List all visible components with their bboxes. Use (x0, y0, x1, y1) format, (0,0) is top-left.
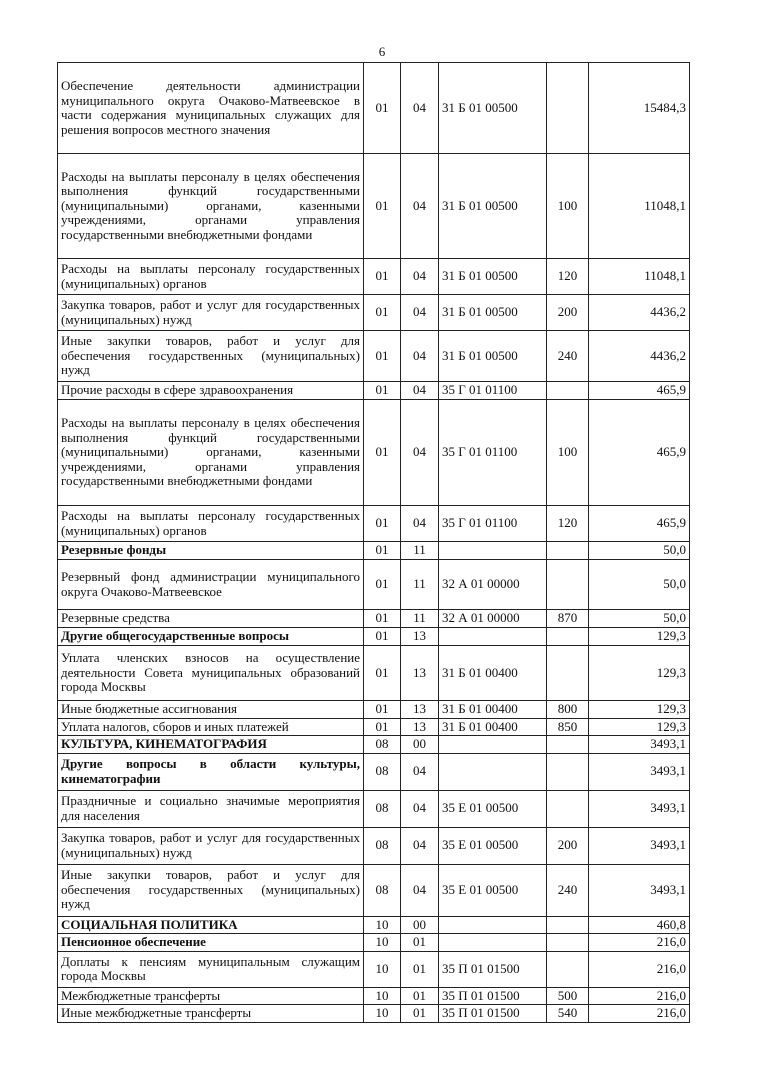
amount-cell: 465,9 (589, 506, 690, 542)
row-name-cell: Доплаты к пенсиям муниципальным служащим города Москвы (58, 951, 364, 987)
target-article-cell (439, 916, 547, 934)
budget-table-body (58, 63, 690, 1023)
section-code-cell: 08 (364, 864, 401, 916)
target-article-cell: 35 Е 01 00500 (439, 864, 547, 916)
row-name-cell: Закупка товаров, работ и услуг для государственных (муниципальных) нужд (58, 295, 364, 331)
subsection-code-cell: 13 (401, 718, 439, 736)
table-row (58, 736, 690, 754)
row-name-cell: Резервные средства (58, 610, 364, 628)
section-code-cell: 01 (364, 295, 401, 331)
target-article-cell (439, 934, 547, 952)
table-row (58, 934, 690, 952)
section-code-cell: 01 (364, 259, 401, 295)
expense-type-cell: 240 (547, 864, 589, 916)
target-article-cell: 35 Г 01 01100 (439, 382, 547, 400)
row-name-cell: Уплата налогов, сборов и иных платежей (58, 718, 364, 736)
subsection-code-cell: 04 (401, 790, 439, 827)
amount-cell: 216,0 (589, 951, 690, 987)
expense-type-cell: 200 (547, 295, 589, 331)
section-code-cell: 01 (364, 610, 401, 628)
expense-type-cell (547, 646, 589, 701)
expense-type-cell (547, 542, 589, 560)
table-row (58, 259, 690, 295)
row-name-cell: Другие вопросы в области культуры, кинематографии (58, 753, 364, 790)
target-article-cell: 32 А 01 00000 (439, 560, 547, 610)
section-code-cell: 08 (364, 753, 401, 790)
expense-type-cell: 800 (547, 701, 589, 719)
target-article-cell: 31 Б 01 00400 (439, 718, 547, 736)
table-row (58, 646, 690, 701)
subsection-code-cell: 04 (401, 506, 439, 542)
amount-cell: 216,0 (589, 987, 690, 1005)
expense-type-cell (547, 736, 589, 754)
expense-type-cell (547, 628, 589, 646)
subsection-code-cell: 11 (401, 610, 439, 628)
amount-cell: 11048,1 (589, 259, 690, 295)
amount-cell: 465,9 (589, 382, 690, 400)
row-name-cell: СОЦИАЛЬНАЯ ПОЛИТИКА (58, 916, 364, 934)
target-article-cell: 31 Б 01 00400 (439, 701, 547, 719)
expense-type-cell: 870 (547, 610, 589, 628)
expense-type-cell (547, 790, 589, 827)
expense-type-cell (547, 951, 589, 987)
amount-cell: 3493,1 (589, 827, 690, 864)
subsection-code-cell: 01 (401, 1005, 439, 1023)
expense-type-cell: 100 (547, 154, 589, 259)
expense-type-cell (547, 63, 589, 154)
expense-type-cell (547, 753, 589, 790)
amount-cell: 3493,1 (589, 790, 690, 827)
subsection-code-cell: 11 (401, 560, 439, 610)
row-name-cell: Иные межбюджетные трансферты (58, 1005, 364, 1023)
target-article-cell: 31 Б 01 00500 (439, 154, 547, 259)
section-code-cell: 08 (364, 790, 401, 827)
target-article-cell: 35 Е 01 00500 (439, 827, 547, 864)
amount-cell: 216,0 (589, 1005, 690, 1023)
table-row (58, 951, 690, 987)
subsection-code-cell: 04 (401, 382, 439, 400)
amount-cell: 3493,1 (589, 864, 690, 916)
expense-type-cell: 850 (547, 718, 589, 736)
row-name-cell: Обеспечение деятельности администрации муниципального округа Очаково-Матвеевское в части содержания муниципальных служащих для решения вопросов местного значения (58, 63, 364, 154)
amount-cell: 50,0 (589, 542, 690, 560)
row-name-cell: Расходы на выплаты персоналу государственных (муниципальных) органов (58, 259, 364, 295)
row-name-cell: Пенсионное обеспечение (58, 934, 364, 952)
row-name-cell: Расходы на выплаты персоналу в целях обеспечения выполнения функций государственными (муниципальными) органами, казенными учреждениями, органами управления государственными внебюджетными фондами (58, 400, 364, 506)
table-row (58, 916, 690, 934)
row-name-cell: Резервные фонды (58, 542, 364, 560)
subsection-code-cell: 13 (401, 701, 439, 719)
table-row (58, 790, 690, 827)
amount-cell: 129,3 (589, 701, 690, 719)
target-article-cell (439, 753, 547, 790)
section-code-cell: 01 (364, 154, 401, 259)
amount-cell: 11048,1 (589, 154, 690, 259)
target-article-cell: 31 Б 01 00500 (439, 295, 547, 331)
target-article-cell: 35 Е 01 00500 (439, 790, 547, 827)
section-code-cell: 08 (364, 736, 401, 754)
subsection-code-cell: 00 (401, 916, 439, 934)
row-name-cell: КУЛЬТУРА, КИНЕМАТОГРАФИЯ (58, 736, 364, 754)
expense-type-cell: 200 (547, 827, 589, 864)
expense-type-cell: 240 (547, 331, 589, 382)
section-code-cell: 01 (364, 646, 401, 701)
table-row (58, 1005, 690, 1023)
table-row (58, 560, 690, 610)
row-name-cell: Уплата членских взносов на осуществление деятельности Совета муниципальных образований города Москвы (58, 646, 364, 701)
subsection-code-cell: 04 (401, 827, 439, 864)
expense-type-cell: 500 (547, 987, 589, 1005)
subsection-code-cell: 00 (401, 736, 439, 754)
table-row (58, 701, 690, 719)
amount-cell: 50,0 (589, 610, 690, 628)
target-article-cell (439, 736, 547, 754)
section-code-cell: 01 (364, 400, 401, 506)
row-name-cell: Закупка товаров, работ и услуг для государственных (муниципальных) нужд (58, 827, 364, 864)
subsection-code-cell: 01 (401, 987, 439, 1005)
amount-cell: 3493,1 (589, 736, 690, 754)
expense-type-cell (547, 934, 589, 952)
table-row (58, 542, 690, 560)
amount-cell: 4436,2 (589, 295, 690, 331)
section-code-cell: 01 (364, 701, 401, 719)
table-row (58, 154, 690, 259)
subsection-code-cell: 13 (401, 646, 439, 701)
subsection-code-cell: 04 (401, 259, 439, 295)
section-code-cell: 10 (364, 1005, 401, 1023)
amount-cell: 3493,1 (589, 753, 690, 790)
section-code-cell: 01 (364, 560, 401, 610)
target-article-cell: 35 П 01 01500 (439, 987, 547, 1005)
amount-cell: 216,0 (589, 934, 690, 952)
section-code-cell: 10 (364, 934, 401, 952)
subsection-code-cell: 04 (401, 331, 439, 382)
section-code-cell: 08 (364, 827, 401, 864)
amount-cell: 50,0 (589, 560, 690, 610)
section-code-cell: 01 (364, 718, 401, 736)
target-article-cell: 31 Б 01 00500 (439, 259, 547, 295)
target-article-cell: 35 П 01 01500 (439, 951, 547, 987)
table-row (58, 827, 690, 864)
expense-type-cell: 120 (547, 259, 589, 295)
table-row (58, 628, 690, 646)
target-article-cell: 31 Б 01 00400 (439, 646, 547, 701)
table-row (58, 987, 690, 1005)
table-row (58, 63, 690, 154)
row-name-cell: Иные закупки товаров, работ и услуг для обеспечения государственных (муниципальных) нужд (58, 331, 364, 382)
section-code-cell: 01 (364, 63, 401, 154)
row-name-cell: Межбюджетные трансферты (58, 987, 364, 1005)
amount-cell: 15484,3 (589, 63, 690, 154)
expense-type-cell: 540 (547, 1005, 589, 1023)
table-row (58, 400, 690, 506)
subsection-code-cell: 04 (401, 63, 439, 154)
section-code-cell: 10 (364, 987, 401, 1005)
section-code-cell: 10 (364, 951, 401, 987)
budget-table (57, 62, 690, 1023)
table-row (58, 610, 690, 628)
amount-cell: 129,3 (589, 718, 690, 736)
target-article-cell: 35 Г 01 01100 (439, 400, 547, 506)
table-row (58, 295, 690, 331)
row-name-cell: Праздничные и социально значимые мероприятия для населения (58, 790, 364, 827)
expense-type-cell: 100 (547, 400, 589, 506)
expense-type-cell: 120 (547, 506, 589, 542)
target-article-cell (439, 628, 547, 646)
section-code-cell: 01 (364, 542, 401, 560)
subsection-code-cell: 01 (401, 934, 439, 952)
target-article-cell: 31 Б 01 00500 (439, 331, 547, 382)
amount-cell: 460,8 (589, 916, 690, 934)
subsection-code-cell: 11 (401, 542, 439, 560)
target-article-cell: 32 А 01 00000 (439, 610, 547, 628)
section-code-cell: 10 (364, 916, 401, 934)
target-article-cell (439, 542, 547, 560)
section-code-cell: 01 (364, 382, 401, 400)
target-article-cell: 35 Г 01 01100 (439, 506, 547, 542)
table-row (58, 382, 690, 400)
row-name-cell: Другие общегосударственные вопросы (58, 628, 364, 646)
subsection-code-cell: 04 (401, 400, 439, 506)
table-row (58, 864, 690, 916)
subsection-code-cell: 04 (401, 864, 439, 916)
table-row (58, 753, 690, 790)
page-number: 6 (378, 44, 386, 59)
table-row (58, 718, 690, 736)
section-code-cell: 01 (364, 628, 401, 646)
amount-cell: 129,3 (589, 646, 690, 701)
expense-type-cell (547, 560, 589, 610)
subsection-code-cell: 01 (401, 951, 439, 987)
target-article-cell: 31 Б 01 00500 (439, 63, 547, 154)
section-code-cell: 01 (364, 331, 401, 382)
target-article-cell: 35 П 01 01500 (439, 1005, 547, 1023)
amount-cell: 4436,2 (589, 331, 690, 382)
expense-type-cell (547, 382, 589, 400)
table-row (58, 506, 690, 542)
amount-cell: 129,3 (589, 628, 690, 646)
subsection-code-cell: 04 (401, 295, 439, 331)
row-name-cell: Иные бюджетные ассигнования (58, 701, 364, 719)
row-name-cell: Прочие расходы в сфере здравоохранения (58, 382, 364, 400)
table-row (58, 331, 690, 382)
expense-type-cell (547, 916, 589, 934)
section-code-cell: 01 (364, 506, 401, 542)
row-name-cell: Расходы на выплаты персоналу в целях обеспечения выполнения функций государственными (муниципальными) органами, казенными учреждениями, органами управления государственными внебюджетными фондами (58, 154, 364, 259)
subsection-code-cell: 13 (401, 628, 439, 646)
subsection-code-cell: 04 (401, 753, 439, 790)
amount-cell: 465,9 (589, 400, 690, 506)
subsection-code-cell: 04 (401, 154, 439, 259)
row-name-cell: Расходы на выплаты персоналу государственных (муниципальных) органов (58, 506, 364, 542)
row-name-cell: Резервный фонд администрации муниципального округа Очаково-Матвеевское (58, 560, 364, 610)
row-name-cell: Иные закупки товаров, работ и услуг для обеспечения государственных (муниципальных) нужд (58, 864, 364, 916)
